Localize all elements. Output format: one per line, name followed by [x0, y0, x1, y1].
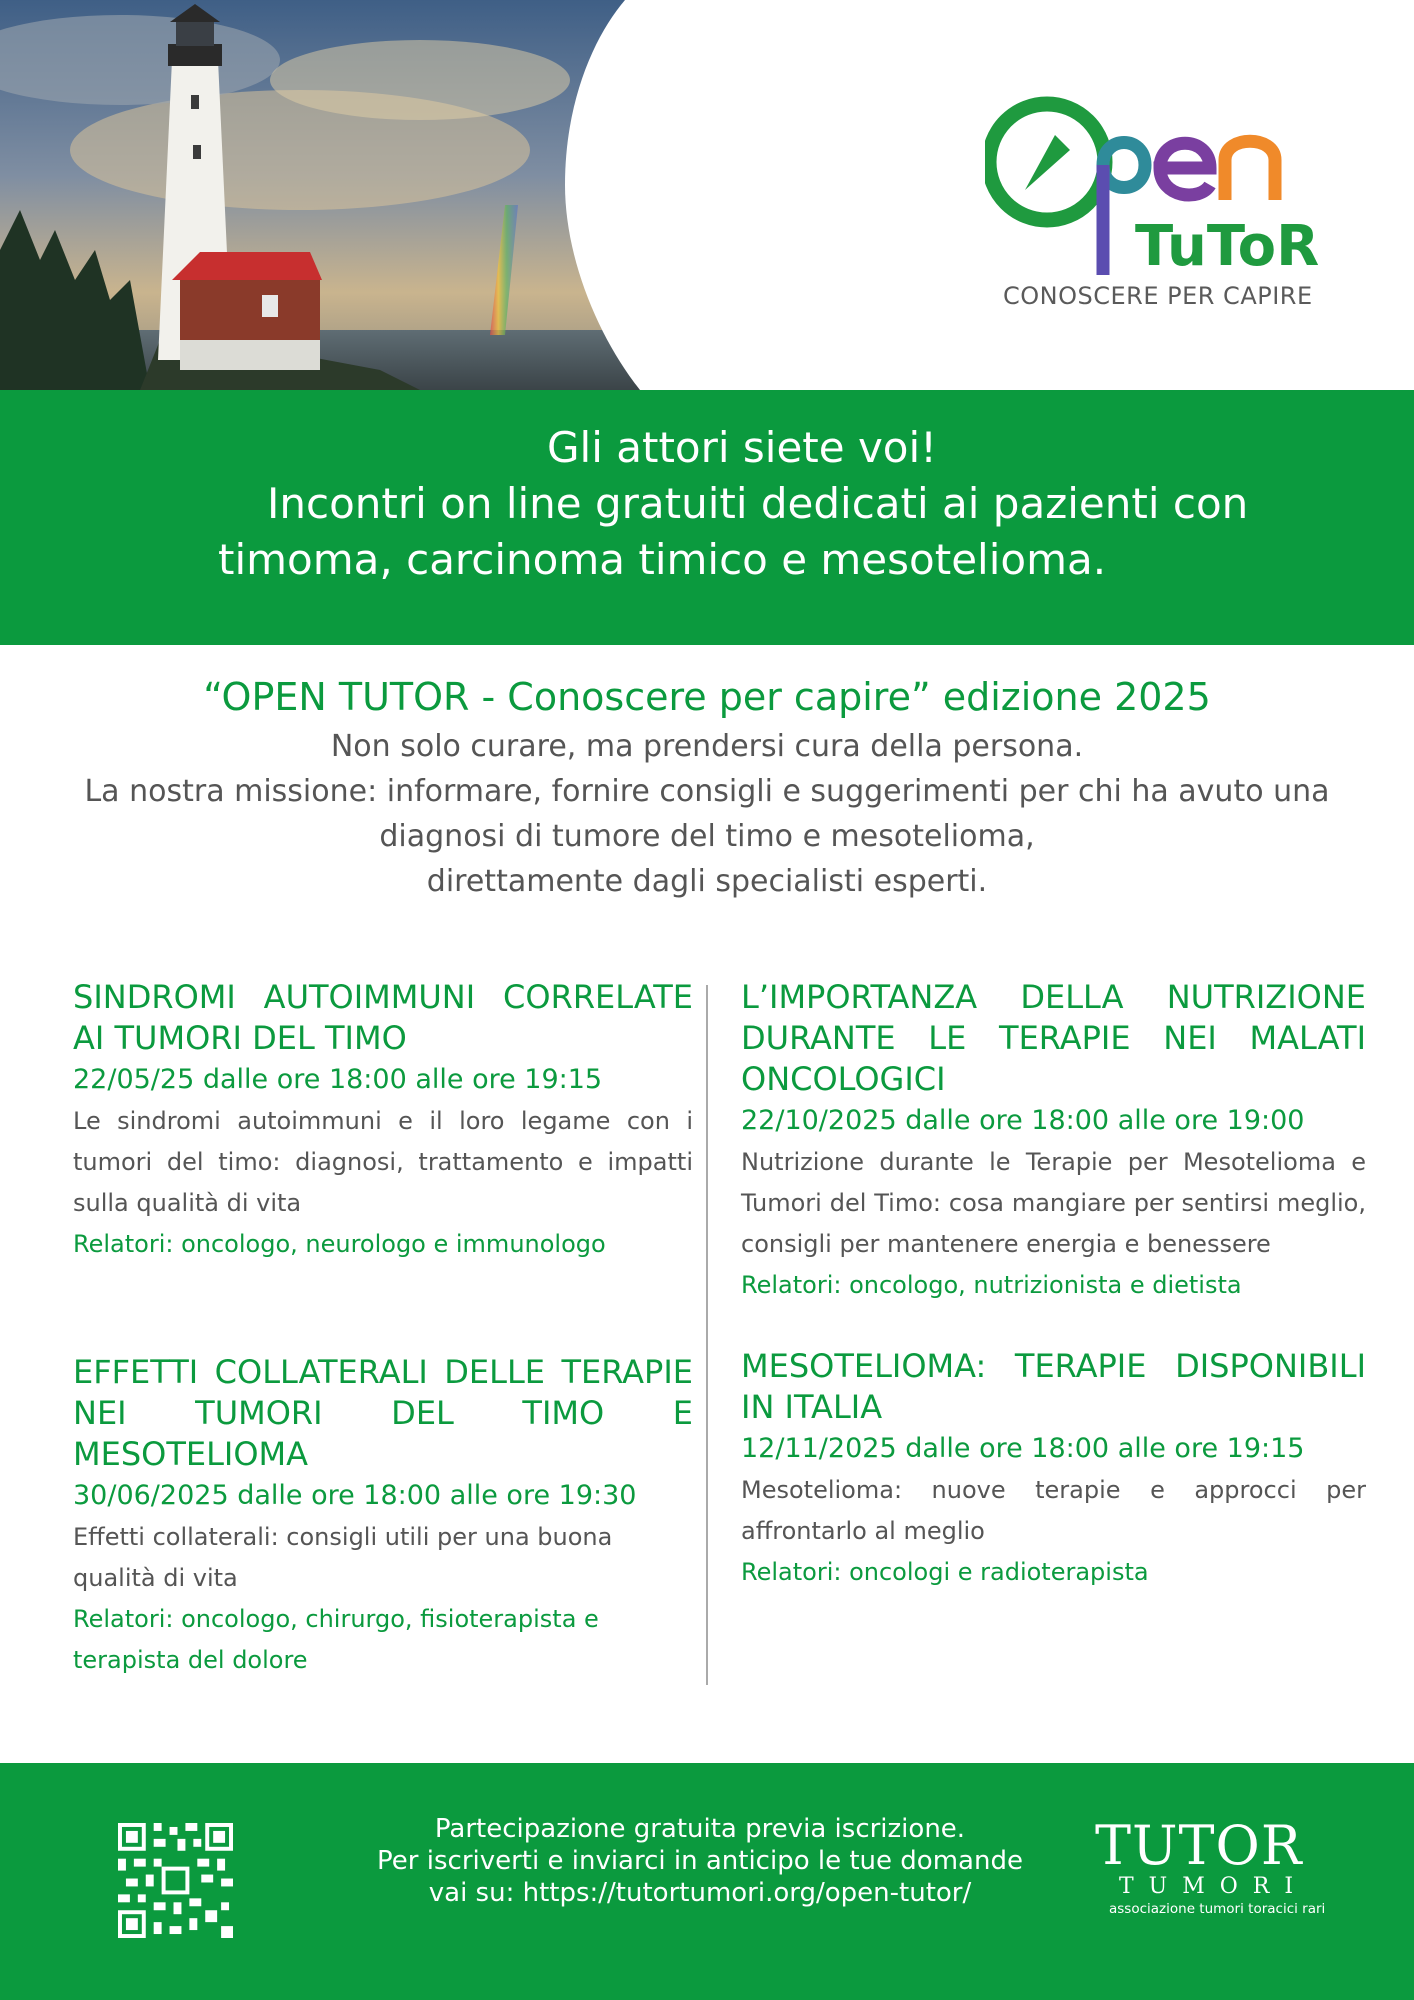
session-speakers: Relatori: oncologo, neurologo e immunologo	[73, 1230, 606, 1258]
session-title: SINDROMI AUTOIMMUNI CORRELATE AI TUMORI DEL TIMO	[73, 978, 693, 1057]
open-tutor-logo	[985, 90, 1335, 330]
session-description: Mesotelioma: nuove terapie e approcci per affrontarlo al meglio	[741, 1476, 1366, 1545]
registration-link[interactable]: vai su: https://tutortumori.org/open-tutor/	[428, 1878, 972, 1908]
tutor-logo-subtitle: TUMORI	[1119, 1874, 1309, 1899]
footer-banner	[0, 1763, 1414, 2000]
session-title: MESOTELIOMA: TERAPIE DISPONIBILI IN ITALIA	[741, 1347, 1366, 1426]
registration-info	[350, 1813, 1050, 1909]
session-card-autoimmune	[73, 977, 693, 1265]
footer-line-1: Partecipazione gratuita previa iscrizione.	[434, 1814, 966, 1844]
session-description: Effetti collaterali: consigli utili per una buona qualità di vita	[73, 1523, 613, 1592]
intro-line: diagnosi di tumore del timo e mesotelioma,	[379, 819, 1035, 854]
qr-code-icon[interactable]	[118, 1823, 233, 1938]
session-speakers: Relatori: oncologi e radioterapista	[741, 1558, 1149, 1586]
column-divider	[706, 985, 708, 1685]
session-date: 22/10/2025 dalle ore 18:00 alle ore 19:00	[741, 1105, 1305, 1136]
session-date: 12/11/2025 dalle ore 18:00 alle ore 19:15	[741, 1433, 1305, 1464]
tutor-tumori-logo	[1095, 1814, 1345, 1938]
banner-line-1: Gli attori siete voi!	[547, 423, 937, 472]
footer-line-2: Per iscriverti e inviarci in anticipo le tue domande	[377, 1846, 1023, 1876]
banner-line-2: Incontri on line gratuiti dedicati ai pazienti con	[267, 479, 1249, 528]
logo-word-tutor: TuToR	[1135, 214, 1320, 279]
edition-title: “OPEN TUTOR - Conoscere per capire” edizione 2025	[203, 675, 1211, 719]
intro-section	[60, 670, 1354, 904]
session-card-nutrition	[741, 977, 1366, 1306]
open-tutor-logo-graphic	[985, 90, 1335, 280]
tutor-logo-title: TUTOR	[1095, 1814, 1303, 1877]
headline-banner	[0, 390, 1414, 645]
intro-line: Non solo curare, ma prendersi cura della persona.	[330, 729, 1084, 764]
session-speakers: Relatori: oncologo, chirurgo, fisioterapista e terapista del dolore	[73, 1605, 599, 1674]
session-card-mesothelioma	[741, 1346, 1366, 1593]
intro-line: direttamente dagli specialisti esperti.	[426, 864, 988, 899]
intro-line: La nostra missione: informare, fornire consigli e suggerimenti per chi ha avuto una	[84, 774, 1330, 809]
session-date: 22/05/25 dalle ore 18:00 alle ore 19:15	[73, 1064, 603, 1095]
session-speakers: Relatori: oncologo, nutrizionista e dietista	[741, 1271, 1242, 1299]
banner-line-3: timoma, carcinoma timico e mesotelioma.	[218, 535, 1107, 584]
session-description: Nutrizione durante le Terapie per Mesotelioma e Tumori del Timo: cosa mangiare per sentirsi meglio, consigli per mantenere energia e benessere	[741, 1148, 1366, 1258]
session-title: L’IMPORTANZA DELLA NUTRIZIONE DURANTE LE TERAPIE NEI MALATI ONCOLOGICI	[741, 978, 1366, 1098]
session-date: 30/06/2025 dalle ore 18:00 alle ore 19:30	[73, 1480, 637, 1511]
session-description: Le sindromi autoimmuni e il loro legame con i tumori del timo: diagnosi, trattamento e impatti sulla qualità di vita	[73, 1107, 693, 1217]
session-card-side-effects	[73, 1352, 693, 1681]
hero-header	[0, 0, 1414, 390]
logo-tagline: CONOSCERE PER CAPIRE	[1003, 282, 1313, 310]
session-title: EFFETTI COLLATERALI DELLE TERAPIE NEI TUMORI DEL TIMO E MESOTELIOMA	[73, 1353, 693, 1473]
tutor-logo-caption: associazione tumori toracici rari	[1109, 1901, 1326, 1917]
